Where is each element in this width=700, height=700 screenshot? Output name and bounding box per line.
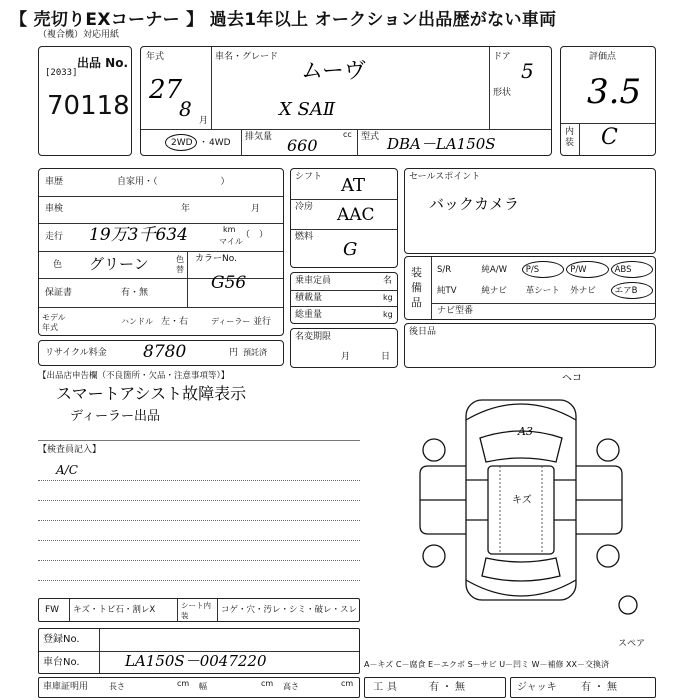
equipment-label: 装備品: [411, 266, 422, 309]
color-value: グリーン: [89, 255, 149, 273]
equipment-item: S/R: [437, 265, 452, 275]
car-label: 車名・グレード: [215, 52, 279, 62]
cert-hgt: 高さ: [283, 682, 299, 691]
dealer-value: 並行: [253, 317, 272, 327]
interior-label: 内装: [565, 127, 575, 148]
load-unit: kg: [383, 293, 393, 302]
car-rear-bumper: [466, 580, 576, 596]
nengo-label: 年式: [146, 52, 165, 62]
model-label: 型式: [361, 132, 380, 142]
recycle-unit: 円: [229, 348, 239, 358]
equipment-item: 純A/W: [481, 265, 507, 275]
equipment-item: P/S: [525, 265, 540, 275]
car-grade: X SAⅡ: [279, 99, 336, 120]
equipment-item: ABS: [614, 265, 632, 275]
jack-value: 有・無: [581, 682, 620, 693]
car-front-bumper: [466, 404, 576, 420]
cert-unit-1: cm: [177, 679, 190, 688]
roof: [488, 466, 554, 554]
handle-label: ハンドル: [121, 317, 153, 326]
aircon-label: 冷房: [295, 202, 314, 212]
sales-point-label: セールスポイント: [409, 172, 481, 182]
handle-value: 左・右: [161, 317, 189, 327]
recycle-value: 8780: [143, 342, 187, 362]
inspection-label: 車検: [45, 204, 64, 214]
nengo-year: 27: [149, 75, 183, 105]
later-items-box: [404, 323, 656, 368]
color-no-label: カラーNo.: [195, 254, 237, 264]
nengo-month: 8: [179, 97, 192, 121]
diagram-mark-top: A3: [518, 425, 533, 438]
header-bar: [0, 0, 700, 31]
tools-label: 工具: [373, 682, 401, 693]
tools-box: [364, 677, 506, 698]
score-box: [560, 46, 656, 156]
weight-unit: kg: [383, 310, 393, 319]
header-title: 【 売切りEXコーナー 】 過去1年以上 オークション出品歴がない車両: [10, 10, 557, 30]
spare-label: スペア: [618, 639, 646, 649]
equipment-circle: [522, 261, 564, 278]
registration-label: 登録No.: [43, 634, 80, 645]
score-label: 評価点: [589, 52, 617, 62]
capacity-box: [290, 272, 398, 324]
equipment-item: 外ナビ: [570, 286, 596, 296]
dealer-label: ディーラー: [211, 317, 251, 326]
mileage-paren: （ ）: [241, 230, 269, 240]
lot-sub: [2033]: [45, 68, 78, 78]
flags-seat-items: コゲ・穴・汚レ・シミ・破レ・スレ: [221, 605, 358, 615]
displacement-value: 660: [287, 136, 318, 155]
name-change-box: [290, 328, 398, 368]
shift-box: [290, 168, 398, 268]
diagram-mark-corner: ヘコ: [562, 373, 582, 384]
interior-value: C: [601, 125, 618, 150]
cert-len: 長さ: [109, 682, 125, 691]
inspection-year-unit: 年: [181, 204, 191, 214]
model-row-label: モデル年式: [42, 313, 66, 332]
flags-box: [38, 598, 360, 622]
wheel-rear-left: [423, 545, 445, 567]
tools-value: 有・無: [429, 682, 468, 693]
fuel-label: 燃料: [295, 232, 314, 242]
registration-box: [38, 628, 360, 674]
history-label: 車歴: [45, 177, 64, 187]
rear-window: [482, 558, 560, 581]
warranty-value: 有・無: [121, 288, 149, 298]
history-text: 自家用・（ ）: [117, 177, 230, 187]
name-change-month: 月: [341, 352, 351, 362]
mileage-value: 19万3千634: [89, 225, 188, 245]
drive-sep: ・: [199, 138, 209, 148]
capacity-unit: 名: [383, 276, 393, 286]
equipment-circle: [611, 282, 653, 299]
report-line-1: スマートアシスト故障表示: [56, 384, 247, 403]
flags-seat-label: シート内装: [181, 601, 211, 620]
equipment-box: [404, 256, 656, 320]
sales-point-text: バックカメラ: [429, 195, 520, 213]
nengo-month-unit: 月: [199, 116, 209, 126]
equipment-item: 革シート: [525, 286, 560, 296]
equipment-row-2: [433, 282, 655, 300]
car-name: ムーヴ: [301, 59, 366, 84]
name-change-label: 名変期限: [295, 332, 332, 342]
chassis-value: LA150S－0047220: [125, 652, 267, 670]
weight-label: 総重量: [295, 310, 323, 320]
equipment-item: エアB: [614, 286, 638, 296]
aircon-value: AAC: [337, 205, 375, 225]
vehicle-info-box: [140, 46, 552, 156]
equipment-row-1: [433, 261, 655, 279]
cert-box: [38, 677, 360, 698]
cert-wid: 幅: [199, 682, 207, 691]
lot-label: 出品 No.: [77, 56, 129, 70]
nav-model-label: ナビ型番: [437, 306, 474, 316]
score-value: 3.5: [587, 72, 642, 112]
shift-value: AT: [341, 175, 366, 196]
chassis-label: 車台No.: [43, 657, 80, 668]
flags-fw: FW: [45, 605, 60, 615]
cert-label: 車庫証明用: [43, 682, 89, 692]
equipment-circle: [566, 261, 608, 278]
inspector-label: 【検査員記入】: [38, 445, 102, 455]
lot-box: [38, 46, 132, 156]
load-label: 積載量: [295, 293, 323, 303]
wheel-rear-right: [597, 545, 619, 567]
flags-items: キズ・トビ石・割レX: [73, 605, 156, 615]
equipment-circle: [611, 261, 653, 278]
sales-point-box: [404, 168, 656, 254]
recycle-label: リサイクル料金: [45, 348, 107, 358]
report-label: 【出品店申告欄（不良箇所・欠品・注意事項等）】: [38, 371, 230, 381]
equipment-item: 純TV: [437, 286, 457, 296]
color-label: 色: [53, 260, 63, 270]
shape-label: 形状: [493, 88, 512, 98]
legend: A－キズ C－腐食 E－エクボ S－サビ U－凹ミ W－補修 XX－交換済: [364, 660, 610, 669]
inspection-month-unit: 月: [251, 204, 261, 214]
mileage-label: 走行: [45, 232, 64, 242]
cert-unit-3: cm: [341, 679, 354, 688]
drive-opt2: 4WD: [209, 138, 231, 148]
model-value: DBA－LA150S: [387, 135, 496, 153]
mileage-unit-mile: マイル: [219, 237, 243, 246]
equipment-item: P/W: [570, 265, 587, 275]
shift-label: シフト: [295, 172, 323, 182]
color-no-side: 色替: [176, 255, 184, 274]
recycle-box: [38, 340, 284, 366]
lot-number: 70118: [47, 91, 130, 121]
top-note: （複合機）対応用紙: [38, 30, 120, 40]
capacity-label: 乗車定員: [295, 276, 332, 286]
jack-label: ジャッキ: [517, 682, 557, 693]
wheel-front-left: [423, 439, 445, 461]
displacement-label: 排気量: [245, 132, 273, 142]
equipment-item: 純ナビ: [481, 286, 507, 296]
drive-opt1: 2WD: [171, 138, 193, 148]
fuel-value: G: [343, 239, 358, 260]
report-line-2: ディーラー出品: [70, 409, 160, 424]
doors-label: ドア: [493, 52, 511, 62]
displacement-unit: cc: [343, 130, 352, 139]
wheel-front-right: [597, 439, 619, 461]
name-change-day: 日: [381, 352, 391, 362]
warranty-label: 保証書: [45, 288, 73, 298]
inspector-note: A/C: [56, 463, 78, 477]
recycle-status: 預託済: [243, 348, 267, 357]
drive-2wd-circle: [165, 134, 197, 151]
color-no-value: G56: [211, 273, 247, 293]
detail-box: [38, 168, 284, 336]
later-items-label: 後日品: [409, 327, 437, 337]
diagram-mark-center: キズ: [512, 495, 532, 506]
cert-unit-2: cm: [261, 679, 274, 688]
spare-tire: [619, 596, 637, 614]
mileage-unit-km: km: [223, 225, 236, 234]
doors-value: 5: [521, 59, 534, 83]
jack-box: [510, 677, 656, 698]
